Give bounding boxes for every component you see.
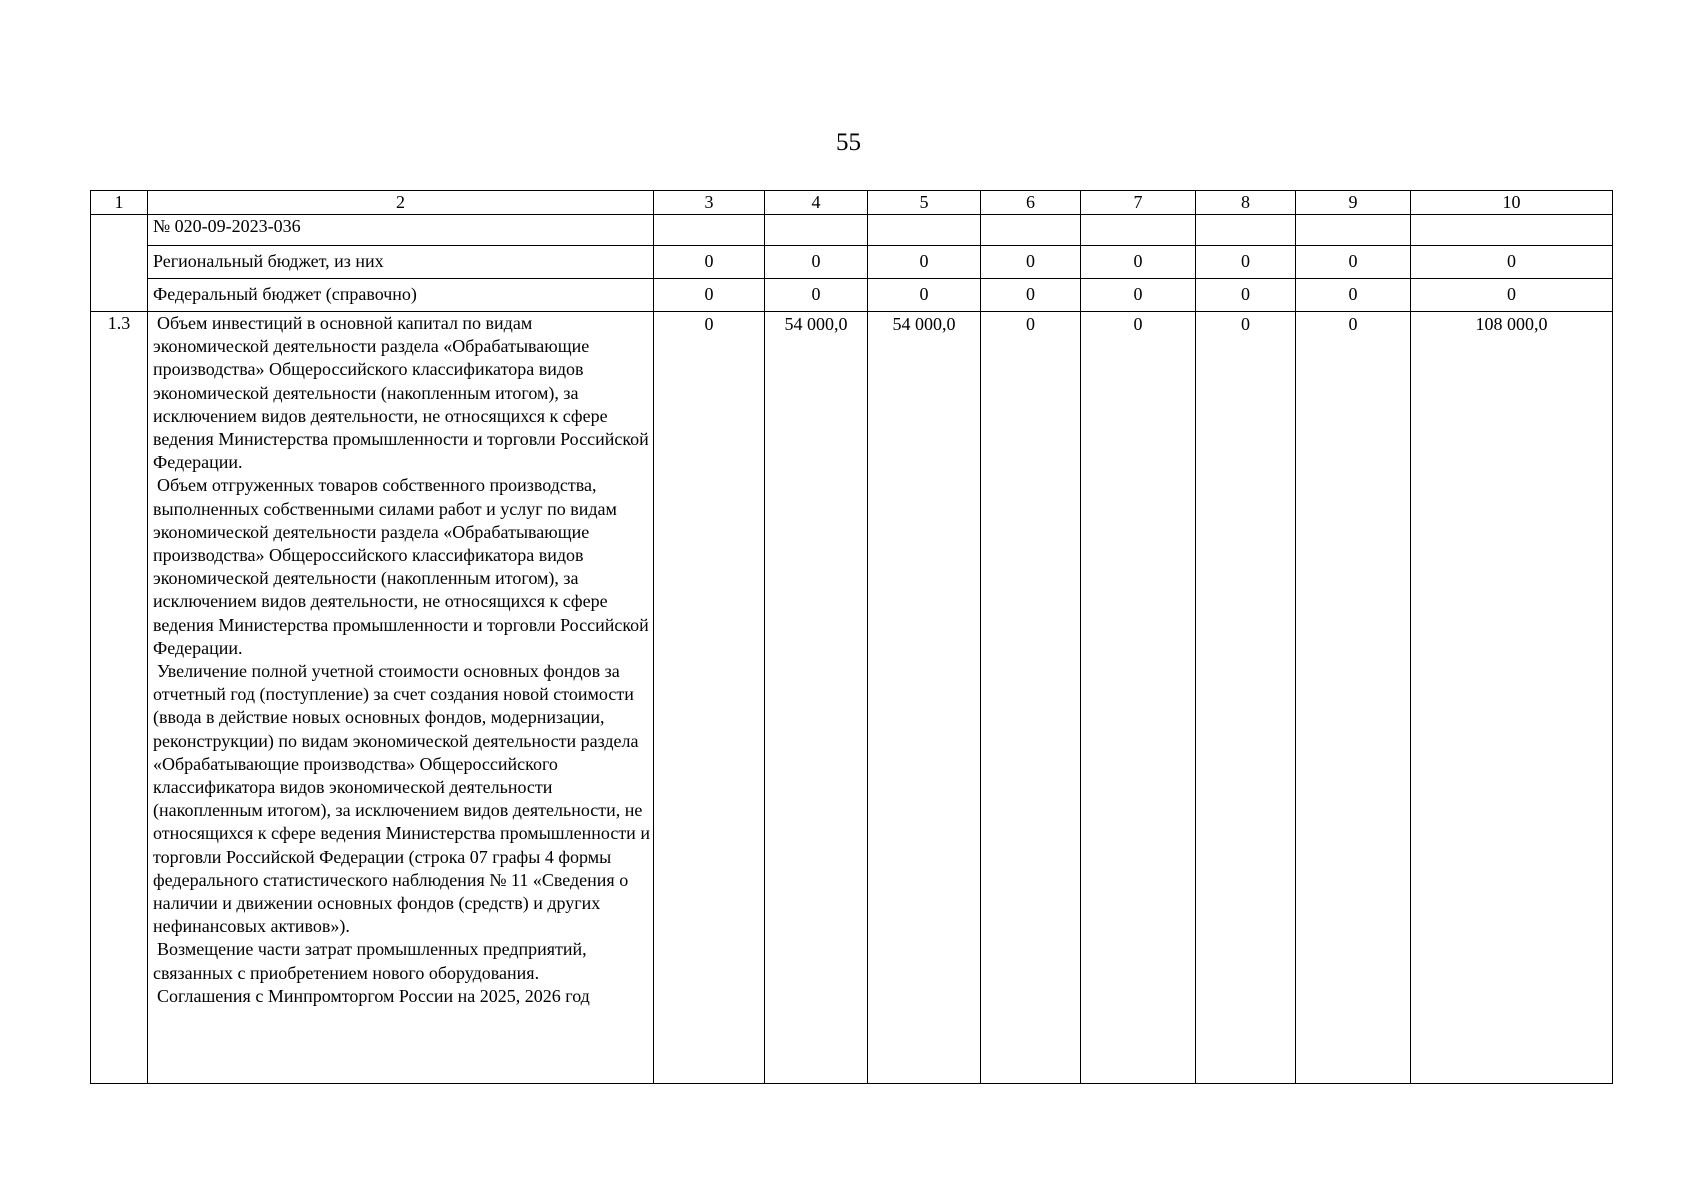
value-cell: 0 — [765, 246, 868, 279]
table-row-regional-budget — [91, 246, 1613, 279]
value-cell: 0 — [1296, 246, 1411, 279]
table-row-1-3 — [91, 312, 1613, 1084]
value-cell: 0 — [868, 246, 981, 279]
value-cell: 0 — [981, 312, 1081, 1084]
description-paragraph: Объем инвестиций в основной капитал по видам экономической деятельности раздела «Обрабатывающие производства» Общероссийского классификатора видов экономической деятельности (накопленным итогом), за исключением видов деятельности, не относящихся к сфере ведения Министерства промышленности и торговли Российской Федерации. — [153, 313, 649, 473]
row-id-cell — [91, 215, 148, 312]
header-cell: 4 — [765, 191, 868, 215]
description-paragraph: Соглашения с Минпромторгом России на 2025, 2026 год — [157, 985, 590, 1006]
header-cell: 3 — [654, 191, 765, 215]
row-label: Региональный бюджет, из них — [148, 246, 654, 279]
value-cell: 54 000,0 — [868, 312, 981, 1084]
header-cell: 10 — [1411, 191, 1613, 215]
header-cell: 7 — [1081, 191, 1196, 215]
empty-cell — [868, 215, 981, 246]
empty-cell — [765, 215, 868, 246]
value-cell: 0 — [654, 246, 765, 279]
header-cell: 5 — [868, 191, 981, 215]
value-cell: 0 — [654, 312, 765, 1084]
value-cell: 0 — [868, 279, 981, 312]
data-table — [90, 190, 1613, 1084]
indicator-description-cell — [148, 312, 654, 1084]
value-cell: 0 — [765, 279, 868, 312]
value-cell: 0 — [1411, 246, 1613, 279]
value-cell: 108 000,0 — [1411, 312, 1613, 1084]
value-cell: 0 — [1296, 279, 1411, 312]
header-cell: 6 — [981, 191, 1081, 215]
value-cell: 0 — [1196, 246, 1296, 279]
header-cell: 2 — [148, 191, 654, 215]
value-cell: 0 — [981, 246, 1081, 279]
row-id-cell: 1.3 — [91, 312, 148, 1084]
value-cell: 54 000,0 — [765, 312, 868, 1084]
value-cell: 0 — [1296, 312, 1411, 1084]
agreement-code-cell: № 020-09-2023-036 — [148, 215, 654, 246]
table-row-federal-budget — [91, 279, 1613, 312]
description-paragraph: Возмещение части затрат промышленных предприятий, связанных с приобретением нового оборудования. — [153, 939, 587, 983]
value-cell: 0 — [1081, 279, 1196, 312]
value-cell: 0 — [1081, 246, 1196, 279]
empty-cell — [981, 215, 1081, 246]
header-cell: 9 — [1296, 191, 1411, 215]
value-cell: 0 — [981, 279, 1081, 312]
value-cell: 0 — [1196, 279, 1296, 312]
value-cell: 0 — [1411, 279, 1613, 312]
empty-cell — [654, 215, 765, 246]
header-cell: 8 — [1196, 191, 1296, 215]
description-paragraph: Увеличение полной учетной стоимости основных фондов за отчетный год (поступление) за счет создания новой стоимости (ввода в действие новых основных фондов, модернизации, реконструкции) по видам экономической деятельности раздела «Обрабатывающие производства» Общероссийского классификатора видов экономической деятельности (накопленным итогом), за исключением видов деятельности, не относящихся к сфере ведения Министерства промышленности и торговли Российской Федерации (строка 07 графы 4 формы федерального статистического наблюдения № 11 «Сведения о наличии и движении основных фондов (средств) и других нефинансовых активов»). — [153, 661, 650, 937]
empty-cell — [1196, 215, 1296, 246]
header-cell: 1 — [91, 191, 148, 215]
empty-cell — [1081, 215, 1196, 246]
table-header-row — [91, 191, 1613, 215]
value-cell: 0 — [654, 279, 765, 312]
table-row-agreement-code — [91, 215, 1613, 246]
row-label: Федеральный бюджет (справочно) — [148, 279, 654, 312]
empty-cell — [1296, 215, 1411, 246]
value-cell: 0 — [1081, 312, 1196, 1084]
empty-cell — [1411, 215, 1613, 246]
description-paragraph: Объем отгруженных товаров собственного производства, выполненных собственными силами работ и услуг по видам экономической деятельности раздела «Обрабатывающие производства» Общероссийского классификатора видов экономической деятельности (накопленным итогом), за исключением видов деятельности, не относящихся к сфере ведения Министерства промышленности и торговли Российской Федерации. — [153, 475, 649, 658]
page-number: 55 — [836, 129, 861, 156]
value-cell: 0 — [1196, 312, 1296, 1084]
